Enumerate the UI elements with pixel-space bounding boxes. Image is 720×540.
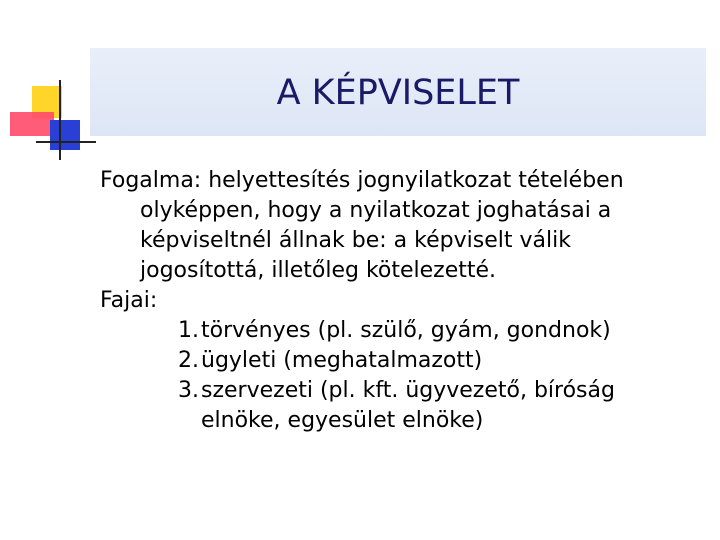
slide-body	[100, 166, 700, 436]
list-item-text: törvényes (pl. szülő, gyám, gondnok)	[201, 318, 611, 343]
red-rectangle-decoration	[10, 112, 54, 136]
list-item-number: 3.	[178, 378, 199, 403]
list-item-number: 2.	[178, 348, 199, 373]
types-list	[100, 316, 700, 436]
list-item-text: szervezeti (pl. kft. ügyvezető, bíróság elnöke, egyesület elnöke)	[201, 378, 615, 433]
list-item-text: ügyleti (meghatalmazott)	[201, 348, 483, 373]
list-item	[100, 346, 700, 376]
vertical-line-decoration	[59, 80, 61, 160]
slide-title: A KÉPVISELET	[276, 73, 520, 113]
definition-paragraph: Fogalma: helyettesítés jognyilatkozat tételében olyképpen, hogy a nyilatkozat joghatásai a képviseltnél állnak be: a képviselt válik jogosítottá, illetőleg kötelezetté.	[100, 168, 624, 283]
types-label: Fajai:	[100, 288, 158, 313]
list-item	[100, 376, 700, 436]
list-item-number: 1.	[178, 318, 199, 343]
blue-square-decoration	[50, 120, 80, 150]
list-item	[100, 316, 700, 346]
horizontal-line-decoration	[36, 141, 96, 143]
